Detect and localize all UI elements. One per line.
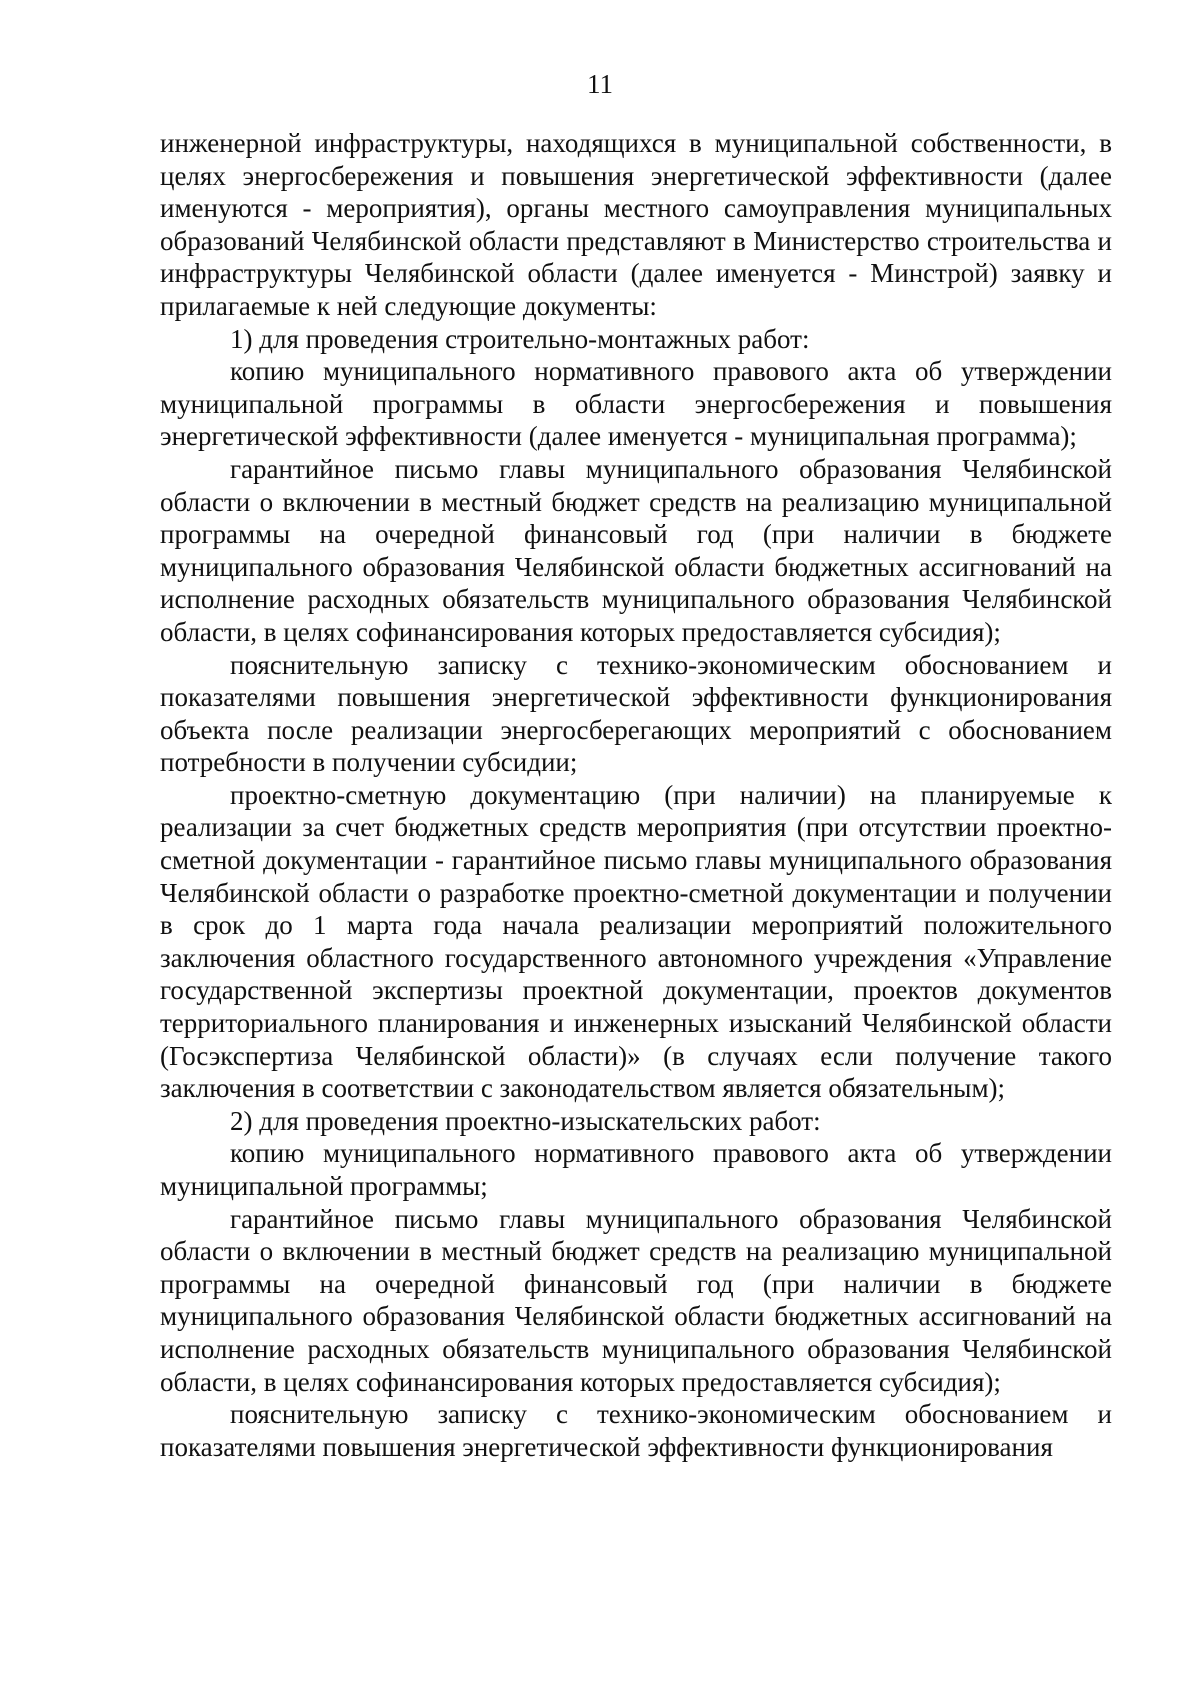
paragraph-explanatory-note: пояснительную записку с технико-экономическим обоснованием и показателями повышения энергетической эффективности функционирования объекта после реализации энергосберегающих мероприятий с обоснованием потребности в получении субсидии; — [160, 649, 1112, 778]
paragraph-survey-heading: 2) для проведения проектно-изыскательских работ: — [230, 1105, 821, 1136]
paragraph-design-estimate: проектно-сметную документацию (при наличии) на планируемые к реализации за счет бюджетных средств мероприятия (при отсутствии проектно-сметной документации - гарантийное письмо главы муниципального образования Челябинской области о разработке проектно-сметной документации и получении в срок до 1 марта года начала реализации мероприятий положительного заключения областного государственного автономного учреждения «Управление государственной экспертизы проектной документации, проектов документов территориального планирования и инженерных изысканий Челябинской области (Госэкспертиза Челябинской области)» (в случаях если получение такого заключения в соответствии с законодательством является обязательным); — [160, 779, 1112, 1104]
paragraph-guarantee-letter: гарантийное письмо главы муниципального образования Челябинской области о включении в местный бюджет средств на реализацию муниципальной программы на очередной финансовый год (при наличии в бюджете муниципального образования Челябинской области бюджетных ассигнований на исполнение расходных обязательств муниципального образования Челябинской области, в целях софинансирования которых предоставляется субсидия); — [160, 453, 1112, 647]
paragraph-program-copy: копию муниципального нормативного правового акта об утверждении муниципальной программы в области энергосбережения и повышения энергетической эффективности (далее именуется - муниципальная программа); — [160, 356, 1112, 452]
paragraph-program-copy-2: копию муниципального нормативного правового акта об утверждении муниципальной программы; — [160, 1138, 1112, 1201]
paragraph-intro: инженерной инфраструктуры, находящихся в муниципальной собственности, в целях энергосбережения и повышения энергетической эффективности (далее именуются - мероприятия), органы местного самоуправления муниципальных образований Челябинской области представляют в Министерство строительства и инфраструктуры Челябинской области (далее именуется - Минстрой) заявку и прилагаемые к ней следующие документы: — [160, 128, 1112, 321]
paragraph-explanatory-note-2: пояснительную записку с технико-экономическим обоснованием и показателями повышения энергетической эффективности функционирования — [160, 1399, 1112, 1462]
paragraph-guarantee-letter-2: гарантийное письмо главы муниципального образования Челябинской области о включении в местный бюджет средств на реализацию муниципальной программы на очередной финансовый год (при наличии в бюджете муниципального образования Челябинской области бюджетных ассигнований на исполнение расходных обязательств муниципального образования Челябинской области, в целях софинансирования которых предоставляется субсидия); — [160, 1203, 1112, 1397]
document-body — [160, 127, 1112, 1463]
page-number: 11 — [587, 69, 613, 99]
paragraph-construction-heading: 1) для проведения строительно-монтажных работ: — [230, 323, 810, 354]
